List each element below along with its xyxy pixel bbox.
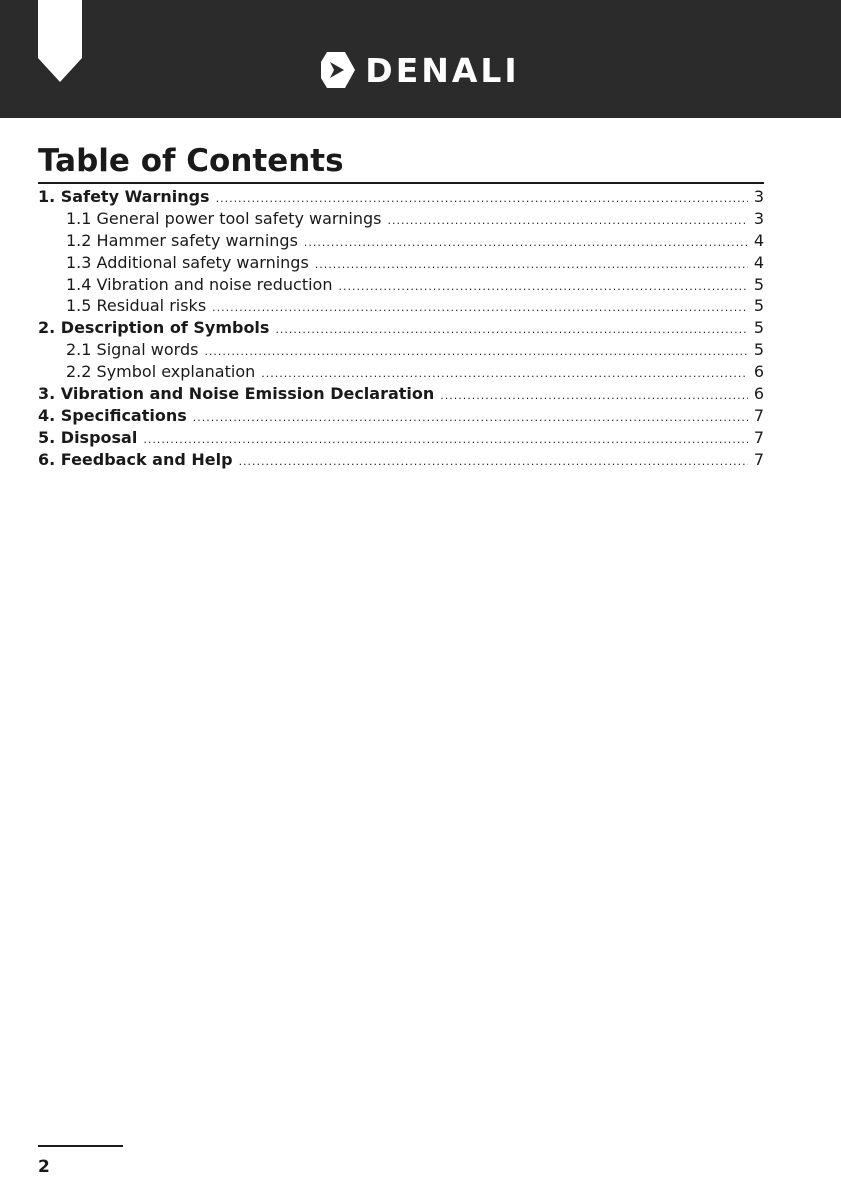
- toc-entry[interactable]: [38, 383, 764, 405]
- toc-dot-leader: [204, 341, 747, 363]
- footer-divider: [38, 1145, 123, 1147]
- table-of-contents: [38, 186, 764, 471]
- toc-entry-label: 1.2 Hammer safety warnings: [66, 230, 298, 250]
- toc-entry-label: 2.2 Symbol explanation: [66, 362, 256, 382]
- toc-entry[interactable]: [38, 230, 764, 252]
- toc-entry[interactable]: [38, 295, 764, 317]
- denali-logo-icon: [321, 52, 355, 88]
- toc-entry-page: 3: [753, 208, 764, 228]
- toc-entry[interactable]: [38, 427, 764, 449]
- page-header: [0, 0, 841, 118]
- toc-dot-leader: [239, 451, 748, 473]
- toc-entry[interactable]: [38, 339, 764, 361]
- toc-entry-label: 6. Feedback and Help: [38, 449, 233, 469]
- title-divider: [38, 182, 764, 184]
- toc-entry-label: 5. Disposal: [38, 427, 138, 447]
- toc-entry-label: 1.4 Vibration and noise reduction: [66, 274, 333, 294]
- toc-dot-leader: [440, 385, 748, 407]
- toc-entry-page: 4: [753, 230, 764, 250]
- toc-entry-page: 6: [753, 362, 764, 382]
- toc-dot-leader: [387, 210, 747, 232]
- toc-entry-page: 7: [753, 405, 764, 425]
- toc-entry-label: 1.1 General power tool safety warnings: [66, 208, 382, 228]
- toc-dot-leader: [212, 297, 748, 319]
- toc-entry[interactable]: [38, 361, 764, 383]
- toc-entry[interactable]: [38, 405, 764, 427]
- toc-entry-page: 5: [753, 340, 764, 360]
- toc-entry-label: 4. Specifications: [38, 405, 187, 425]
- toc-entry-page: 3: [753, 187, 764, 206]
- page-number: 2: [38, 1157, 50, 1177]
- toc-entry[interactable]: [38, 274, 764, 296]
- toc-entry-label: 2. Description of Symbols: [38, 318, 270, 338]
- toc-entry[interactable]: [38, 317, 764, 339]
- page-title: Table of Contents: [38, 143, 344, 179]
- toc-entry-label: 1.5 Residual risks: [66, 296, 207, 316]
- toc-entry-label: 2.1 Signal words: [66, 340, 199, 360]
- toc-entry[interactable]: [38, 252, 764, 274]
- toc-dot-leader: [315, 254, 748, 276]
- toc-dot-leader: [338, 276, 747, 298]
- toc-entry[interactable]: [38, 449, 764, 471]
- toc-entry-page: 7: [753, 449, 764, 469]
- toc-entry-page: 7: [753, 427, 764, 447]
- toc-entry-page: 5: [753, 274, 764, 294]
- toc-dot-leader: [304, 232, 748, 254]
- toc-dot-leader: [216, 188, 748, 210]
- toc-entry[interactable]: [38, 186, 764, 208]
- brand-name: DENALI: [365, 50, 520, 90]
- toc-entry-page: 4: [753, 252, 764, 272]
- brand-logo: [0, 50, 841, 90]
- toc-dot-leader: [261, 363, 748, 385]
- toc-entry-label: 3. Vibration and Noise Emission Declaration: [38, 384, 435, 404]
- toc-entry-page: 5: [753, 296, 764, 316]
- toc-dot-leader: [143, 429, 747, 451]
- toc-entry-page: 6: [753, 384, 764, 404]
- toc-dot-leader: [275, 319, 747, 341]
- toc-entry-label: 1. Safety Warnings: [38, 187, 210, 206]
- toc-dot-leader: [193, 407, 748, 429]
- toc-entry-page: 5: [753, 318, 764, 338]
- toc-entry[interactable]: [38, 208, 764, 230]
- toc-entry-label: 1.3 Additional safety warnings: [66, 252, 309, 272]
